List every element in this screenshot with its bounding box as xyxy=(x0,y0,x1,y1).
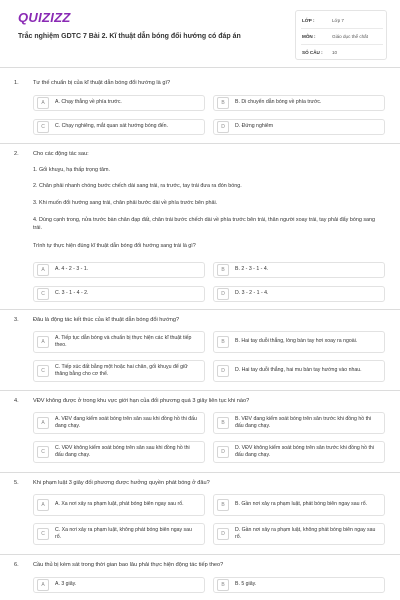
question-number: 6. xyxy=(14,562,19,568)
quizizz-logo: QUIZIZZ xyxy=(18,10,71,25)
question-prompt: Trình tự thực hiện đúng kĩ thuật dẫn bóng đổi hướng sang trái là gì? xyxy=(33,243,196,249)
option-letter-badge: C xyxy=(37,446,49,458)
question-text: Cho các động tác sau: xyxy=(33,151,89,157)
option-letter-badge: D xyxy=(217,446,229,458)
option-letter-badge: C xyxy=(37,528,49,540)
answer-option-c[interactable] xyxy=(33,286,205,302)
option-letter-badge: A xyxy=(37,97,49,109)
question-number: 5. xyxy=(14,480,19,486)
meta-row-class xyxy=(302,14,344,26)
question-number: 4. xyxy=(14,398,19,404)
question-divider xyxy=(0,390,400,391)
option-text: B. 5 giây. xyxy=(235,581,257,588)
option-letter-badge: C xyxy=(37,365,49,377)
option-text: D. Hai tay duỗi thẳng, hai mu bàn tay hướng vào nhau. xyxy=(235,367,362,374)
option-letter-badge: A xyxy=(37,417,49,429)
option-letter-badge: C xyxy=(37,121,49,133)
option-text: A. VĐV đang kiểm soát bóng trên sân sau khi đồng hồ thi đấu đang chạy. xyxy=(55,415,197,429)
answer-option-c[interactable] xyxy=(33,523,205,545)
question-text: Tư thế chuẩn bị của kĩ thuật dẫn bóng đổi hướng là gì? xyxy=(33,80,171,86)
option-text: D. Đứng nghiêm xyxy=(235,123,274,130)
option-letter-badge: B xyxy=(217,336,229,348)
answer-option-d[interactable] xyxy=(213,523,385,545)
option-letter-badge: A xyxy=(37,499,49,511)
answer-option-c[interactable] xyxy=(33,441,205,463)
answer-option-a[interactable] xyxy=(33,95,205,111)
option-text: D. 3 - 2 - 1 - 4. xyxy=(235,290,269,297)
answer-option-b[interactable] xyxy=(213,412,385,434)
meta-divider xyxy=(301,28,383,29)
answer-option-a[interactable] xyxy=(33,262,205,278)
option-text: C. Chạy nghiêng, mắt quan sát hướng bóng đến. xyxy=(55,123,169,130)
option-letter-badge: B xyxy=(217,579,229,591)
answer-option-a[interactable] xyxy=(33,331,205,353)
meta-divider xyxy=(301,44,383,45)
question-number: 2. xyxy=(14,151,19,157)
question-text: VĐV không được ở trong khu vực giới hạn của đối phương quá 3 giây liên tục khi nào? xyxy=(33,398,250,404)
page-header xyxy=(0,0,400,64)
question-divider xyxy=(0,309,400,310)
header-divider xyxy=(0,67,400,68)
answer-option-b[interactable] xyxy=(213,262,385,278)
option-letter-badge: B xyxy=(217,264,229,276)
option-text: A. 4 - 2 - 3 - 1. xyxy=(55,266,89,273)
option-text: C. Xa nơi xảy ra phạm luật, không phát bóng biên ngay sau rổ. xyxy=(55,526,192,540)
option-letter-badge: D xyxy=(217,288,229,300)
question-number: 3. xyxy=(14,317,19,323)
option-letter-badge: A xyxy=(37,264,49,276)
answer-option-a[interactable] xyxy=(33,494,205,516)
meta-info-box xyxy=(295,10,387,60)
option-letter-badge: D xyxy=(217,121,229,133)
option-letter-badge: A xyxy=(37,579,49,591)
option-text: C. Tiếp xúc đất bằng một hoặc hai chân, gối khuỵu để giữ thăng bằng cho cơ thể. xyxy=(55,363,188,377)
meta-row-subject xyxy=(302,30,368,42)
option-text: B. VĐV đang kiểm soát bóng trên sân trước khi đồng hồ thi đấu đang chạy. xyxy=(235,415,372,429)
statement-3: 3. Khi muốn đổi hướng sang trái, chân phải bước dài về phía trước bên phải. xyxy=(33,200,218,206)
option-text: A. Chạy thẳng về phía trước. xyxy=(55,99,122,106)
option-text: D. Gần nơi xảy ra phạm luật, không phát bóng biên ngay sau rổ. xyxy=(235,526,376,540)
question-divider xyxy=(0,554,400,555)
question-text: Cầu thủ bị kèm sát trong thời gian bao lâu phải thực hiện động tác tiếp theo? xyxy=(33,562,224,568)
option-text: D. VĐV không kiểm soát bóng trên sân trước khi đồng hồ thi đấu đang chạy. xyxy=(235,444,374,458)
answer-option-a[interactable] xyxy=(33,412,205,434)
meta-row-count xyxy=(302,46,337,58)
statement-2: 2. Chân phải nhanh chóng bước chếch dài sang trái, ra trước, tay trái đưa ra đón bóng. xyxy=(33,183,242,189)
option-letter-badge: C xyxy=(37,288,49,300)
meta-value: Giáo dục thể chất xyxy=(332,33,369,39)
question-text: Khi phạm luật 3 giây đối phương được hưởng quyền phát bóng ở đâu? xyxy=(33,480,210,486)
answer-option-c[interactable] xyxy=(33,119,205,135)
meta-label: LỚP : xyxy=(302,17,315,23)
statement-1: 1. Gối khuỵu, hạ thấp trọng tâm. xyxy=(33,167,111,173)
option-text: A. Tiếp tục dẫn bóng và chuẩn bị thực hiện các kĩ thuật tiếp theo. xyxy=(55,334,192,348)
option-letter-badge: B xyxy=(217,499,229,511)
option-letter-badge: D xyxy=(217,528,229,540)
answer-option-b[interactable] xyxy=(213,331,385,353)
meta-value: Lớp 7 xyxy=(332,17,344,23)
answer-option-a[interactable] xyxy=(33,577,205,593)
option-letter-badge: B xyxy=(217,97,229,109)
document-title: Trắc nghiệm GDTC 7 Bài 2. Kĩ thuật dẫn bóng đổi hướng có đáp án xyxy=(18,33,241,40)
option-letter-badge: D xyxy=(217,365,229,377)
option-text: B. 2 - 3 - 1 - 4. xyxy=(235,266,269,273)
answer-option-c[interactable] xyxy=(33,360,205,382)
meta-label: MÔN : xyxy=(302,33,316,39)
answer-option-d[interactable] xyxy=(213,119,385,135)
answer-option-b[interactable] xyxy=(213,95,385,111)
option-text: B. Di chuyển dẫn bóng về phía trước. xyxy=(235,99,322,106)
answer-option-d[interactable] xyxy=(213,360,385,382)
option-text: C. 3 - 1 - 4 - 2. xyxy=(55,290,89,297)
option-text: C. VĐV không kiểm soát bóng trên sân sau khi đồng hồ thi đấu đang chạy. xyxy=(55,444,190,458)
answer-option-d[interactable] xyxy=(213,441,385,463)
question-divider xyxy=(0,472,400,473)
answer-option-b[interactable] xyxy=(213,494,385,516)
meta-label: SỐ CÂU : xyxy=(302,49,323,55)
answer-option-d[interactable] xyxy=(213,286,385,302)
option-letter-badge: A xyxy=(37,336,49,348)
meta-value: 10 xyxy=(332,49,338,55)
option-text: A. 3 giây. xyxy=(55,581,77,588)
option-letter-badge: B xyxy=(217,417,229,429)
statement-4: 4. Dùng cạnh trong, nửa trước bàn chân đạp đất, chân trái bước chếch dài về phía trước bên trái, thân người xoay trái, tay phải đẩy bóng sang trái. xyxy=(33,217,376,232)
option-text: A. Xa nơi xảy ra phạm luật, phát bóng biên ngay sau rổ. xyxy=(55,501,184,508)
question-number: 1. xyxy=(14,80,19,86)
question-divider xyxy=(0,143,400,144)
answer-option-b[interactable] xyxy=(213,577,385,593)
question-text: Đâu là động tác kết thúc của kĩ thuật dẫn bóng đổi hướng? xyxy=(33,317,180,323)
option-text: B. Gần nơi xảy ra phạm luật, phát bóng biên ngay sau rổ. xyxy=(235,501,368,508)
option-text: B. Hai tay duỗi thẳng, lòng bàn tay hơi xoay ra ngoài. xyxy=(235,338,358,345)
